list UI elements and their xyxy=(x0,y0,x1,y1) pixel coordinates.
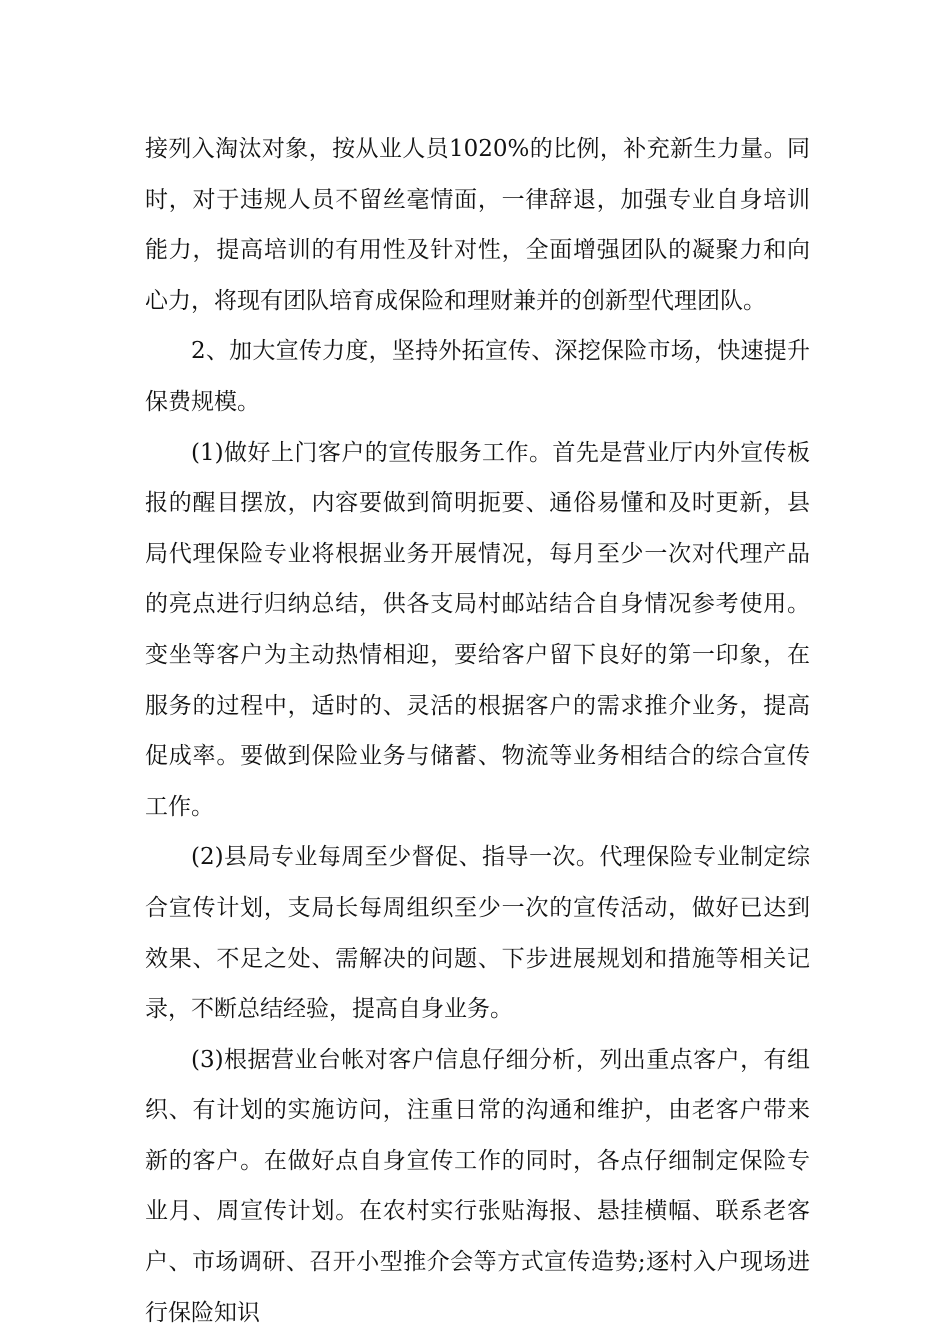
paragraph-section-2: 2、加大宣传力度，坚持外拓宣传、深挖保险市场，快速提升保费规模。 xyxy=(145,338,810,415)
paragraph-item-2: (2)县局专业每周至少督促、指导一次。代理保险专业制定综合宣传计划，支局长每周组织至少一次的宣传活动，做好已达到效果、不足之处、需解决的问题、下步进展规划和措施等相关记录，不断总结经验，提高自身业务。 xyxy=(145,844,810,1023)
paragraph-continuation: 接列入淘汰对象，按从业人员1020%的比例，补充新生力量。同时，对于违规人员不留丝毫情面，一律辞退，加强专业自身培训能力，提高培训的有用性及针对性，全面增强团队的凝聚力和向心力，将现有团队培育成保险和理财兼并的创新型代理团队。 xyxy=(145,136,810,314)
paragraph-item-1: (1)做好上门客户的宣传服务工作。首先是营业厅内外宣传板报的醒目摆放，内容要做到简明扼要、通俗易懂和及时更新，县局代理保险专业将根据业务开展情况，每月至少一次对代理产品的亮点进行归纳总结，供各支局村邮站结合自身情况参考使用。变坐等客户为主动热情相迎，要给客户留下良好的第一印象，在服务的过程中，适时的、灵活的根据客户的需求推介业务，提高促成率。要做到保险业务与储蓄、物流等业务相结合的综合宣传工作。 xyxy=(145,439,810,820)
document-body xyxy=(145,124,810,1338)
paragraph-item-3: (3)根据营业台帐对客户信息仔细分析，列出重点客户，有组织、有计划的实施访问，注重日常的沟通和维护，由老客户带来新的客户。在做好点自身宣传工作的同时，各点仔细制定保险专业月、周宣传计划。在农村实行张贴海报、悬挂横幅、联系老客户、市场调研、召开小型推介会等方式宣传造势;逐村入户现场进行保险知识 xyxy=(145,1046,810,1326)
